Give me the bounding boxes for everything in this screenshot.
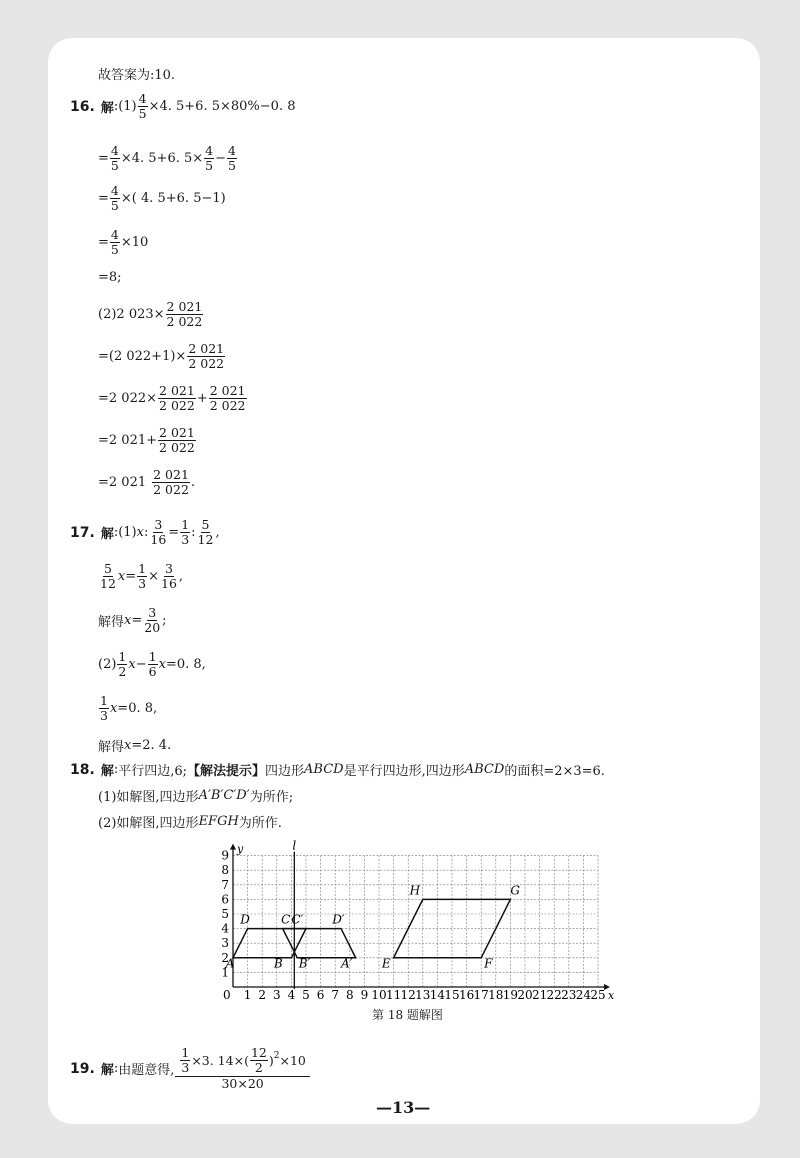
x-tick-label: 21 bbox=[531, 988, 548, 1002]
x-axis-label: x bbox=[608, 989, 615, 1002]
y-tick-label: 5 bbox=[221, 907, 229, 921]
q19-line-1: 19. 解 : 由题意得, $\frac{1}{3}$ ×3. 14×( 12 2 ) $^2$ ×10 30×20 bbox=[70, 1046, 311, 1091]
x-tick-label: 19 bbox=[502, 988, 519, 1002]
x-tick-label: 20 bbox=[517, 988, 533, 1002]
x-tick-label: 10 bbox=[371, 988, 387, 1002]
text: 故答案为:10. bbox=[98, 68, 176, 83]
figure-caption: 第 18 题解图 bbox=[372, 1008, 443, 1022]
x-tick-label: 22 bbox=[546, 988, 562, 1002]
y-axis-arrow bbox=[230, 844, 236, 850]
y-tick-label: 7 bbox=[221, 877, 229, 892]
fraction: 5 12 bbox=[197, 517, 214, 548]
expression: ×4. 5+6. 5×80%−0. 8 bbox=[148, 99, 296, 115]
fraction: $\frac{1}{3}$ bbox=[181, 517, 190, 548]
fraction: $\frac{4}{5}$ bbox=[228, 143, 236, 174]
y-axis-label: y bbox=[237, 842, 244, 856]
x-tick-label: 25 bbox=[590, 988, 606, 1002]
fraction: $\frac{2 021}{2 022}$ bbox=[209, 383, 246, 414]
x-tick-label: 6 bbox=[316, 988, 325, 1002]
q18-line-2: (1)如解图,四边形 A′B′C′D′ 为所作; bbox=[98, 788, 294, 805]
fraction: $\frac{2 021}{2 022}$ bbox=[166, 299, 203, 330]
fraction: 2 021 2 022 bbox=[153, 467, 189, 498]
point-label-Ap: A′ bbox=[341, 956, 353, 971]
y-tick-label: 4 bbox=[221, 921, 229, 936]
fraction: 12 2 bbox=[250, 1045, 267, 1076]
y-tick-label: 2 bbox=[221, 950, 229, 965]
fraction: $\frac{2 021}{2 022}$ bbox=[159, 425, 195, 456]
fraction: $\frac{2 021}{2 022}$ bbox=[188, 341, 225, 372]
question-number-17: 17. bbox=[70, 524, 95, 541]
point-label-Cp: C′ bbox=[291, 912, 304, 927]
q17-line-4: (2) 1 2 x − $\frac{1}{6}$ x =0. 8, bbox=[98, 649, 206, 680]
x-tick-label: 1 bbox=[243, 988, 252, 1002]
solution-label: 解 bbox=[100, 764, 114, 779]
fraction: $\frac{4}{5}$ bbox=[110, 227, 119, 258]
q16-line-7: =(2 022+1)× $\frac{2 021}{2 022}$ bbox=[98, 341, 225, 372]
x-tick-label: 17 bbox=[473, 988, 489, 1002]
x-tick-label: 24 bbox=[575, 988, 592, 1002]
question-number-19: 19. bbox=[70, 1060, 95, 1077]
q16-line-1 bbox=[70, 92, 295, 122]
q16-line-10: =2 021 2 021 2 022 . bbox=[98, 467, 196, 498]
point-label-A: A bbox=[225, 956, 235, 971]
x-tick-label: 8 bbox=[345, 988, 354, 1002]
x-tick-label: 7 bbox=[331, 988, 340, 1002]
fraction: $\frac{1}{6}$ bbox=[148, 649, 157, 680]
q16-line-2: = $\frac{4}{5}$ ×4. 5+6. 5× $\frac{4}{5}$ − $\frac{4}{5}$ bbox=[98, 143, 236, 174]
solution-label: 解 bbox=[100, 527, 114, 543]
fraction: $\frac{3}{16}$ bbox=[150, 517, 167, 548]
point-label-H: H bbox=[409, 883, 421, 898]
y-tick-label: 9 bbox=[221, 848, 229, 863]
x-tick-label: 9 bbox=[360, 988, 369, 1002]
x-tick-label: 18 bbox=[488, 988, 504, 1002]
point-label-G: G bbox=[510, 883, 520, 898]
part-label: (1) bbox=[118, 99, 137, 115]
y-tick-label: 6 bbox=[221, 892, 229, 907]
solution-hint-label: 【解法提示】 bbox=[187, 764, 266, 779]
x-tick-label: 11 bbox=[385, 988, 402, 1002]
fraction: $\frac{4}{5}$ bbox=[205, 143, 214, 174]
fraction: $\frac{2 021}{2 022}$ bbox=[159, 383, 195, 414]
fraction: $\frac{1}{3}$ bbox=[181, 1045, 190, 1076]
q17-line-1: 17. 解 : (1) x : $\frac{3}{16}$ = $\frac{1}{3}$ : 5 12 , bbox=[70, 517, 220, 548]
q16-line-4: = $\frac{4}{5}$ ×10 bbox=[98, 227, 149, 258]
x-tick-label: 12 bbox=[400, 988, 416, 1002]
point-label-Dp: D′ bbox=[332, 912, 345, 927]
q16-line-6: (2)2 023× $\frac{2 021}{2 022}$ bbox=[98, 299, 203, 330]
x-tick-label: 4 bbox=[287, 988, 296, 1002]
line-l-label: l bbox=[292, 838, 297, 853]
page-number: —13— bbox=[376, 1098, 431, 1117]
big-fraction: $\frac{1}{3}$ ×3. 14×( 12 2 ) $^2$ ×10 30×20 bbox=[175, 1046, 310, 1091]
fraction: 1 2 bbox=[118, 649, 127, 680]
x-tick-label: 16 bbox=[458, 988, 475, 1002]
x-tick-label: 5 bbox=[302, 988, 310, 1002]
x-tick-label: 13 bbox=[415, 988, 431, 1002]
point-label-C: C bbox=[281, 912, 291, 927]
point-label-Bp: B′ bbox=[298, 956, 311, 971]
x-tick-label: 3 bbox=[272, 988, 281, 1002]
solution-label: 解 bbox=[100, 101, 114, 117]
fraction: $\frac{4}{5}$ bbox=[110, 143, 119, 174]
x-tick-label: 23 bbox=[561, 988, 577, 1002]
q18-line-1: 18. 解 : 平行四边,6; 【解法提示】 四边形 ABCD 是平行四边形,四边形 ABCD 的面积=2×3=6. bbox=[70, 761, 605, 779]
fraction: 5 12 bbox=[100, 561, 116, 592]
question-number-18: 18. bbox=[70, 761, 95, 778]
fraction: $\frac{1}{3}$ bbox=[138, 561, 147, 592]
coordinate-grid-figure bbox=[205, 836, 615, 1011]
fraction: 1 3 bbox=[100, 693, 108, 724]
q18-line-3: (2)如解图,四边形 EFGH 为所作. bbox=[98, 814, 282, 831]
y-tick-label: 1 bbox=[221, 965, 229, 980]
q16-line-3: = $\frac{4}{5}$ ×( 4. 5+6. 5−1) bbox=[98, 183, 226, 214]
answer-line-15 bbox=[98, 64, 175, 83]
x-tick-label: 2 bbox=[258, 988, 267, 1002]
point-label-E: E bbox=[381, 956, 391, 971]
fraction: $\frac{3}{16}$ bbox=[161, 561, 177, 592]
q16-line-5: =8; bbox=[98, 270, 122, 285]
q17-line-3: 解得 x = $\frac{3}{20}$ ; bbox=[98, 605, 167, 636]
fraction: $\frac{4}{5}$ bbox=[138, 91, 147, 122]
q16-line-9: =2 021+ $\frac{2 021}{2 022}$ bbox=[98, 425, 195, 456]
point-label-F: F bbox=[484, 956, 493, 971]
q17-line-5: 1 3 x =0. 8, bbox=[100, 693, 158, 724]
x-tick-label: 15 bbox=[444, 988, 460, 1002]
question-number-16: 16. bbox=[70, 98, 95, 115]
origin-label: 0 bbox=[223, 988, 231, 1002]
q17-line-6: 解得 x =2. 4. bbox=[98, 738, 172, 755]
fraction: $\frac{3}{20}$ bbox=[144, 605, 161, 636]
point-label-B: B bbox=[273, 956, 283, 971]
colon: : bbox=[113, 99, 119, 115]
q16-line-8: =2 022× $\frac{2 021}{2 022}$ + $\frac{2 021}{2 022}$ bbox=[98, 383, 246, 414]
y-tick-label: 8 bbox=[221, 863, 229, 878]
solution-label: 解 bbox=[100, 1063, 114, 1079]
x-tick-label: 14 bbox=[429, 988, 446, 1002]
fraction: $\frac{4}{5}$ bbox=[110, 183, 119, 214]
point-label-D: D bbox=[240, 912, 250, 927]
q17-line-2: 5 12 x = $\frac{1}{3}$ × $\frac{3}{16}$ , bbox=[100, 561, 184, 592]
y-tick-label: 3 bbox=[221, 936, 229, 951]
